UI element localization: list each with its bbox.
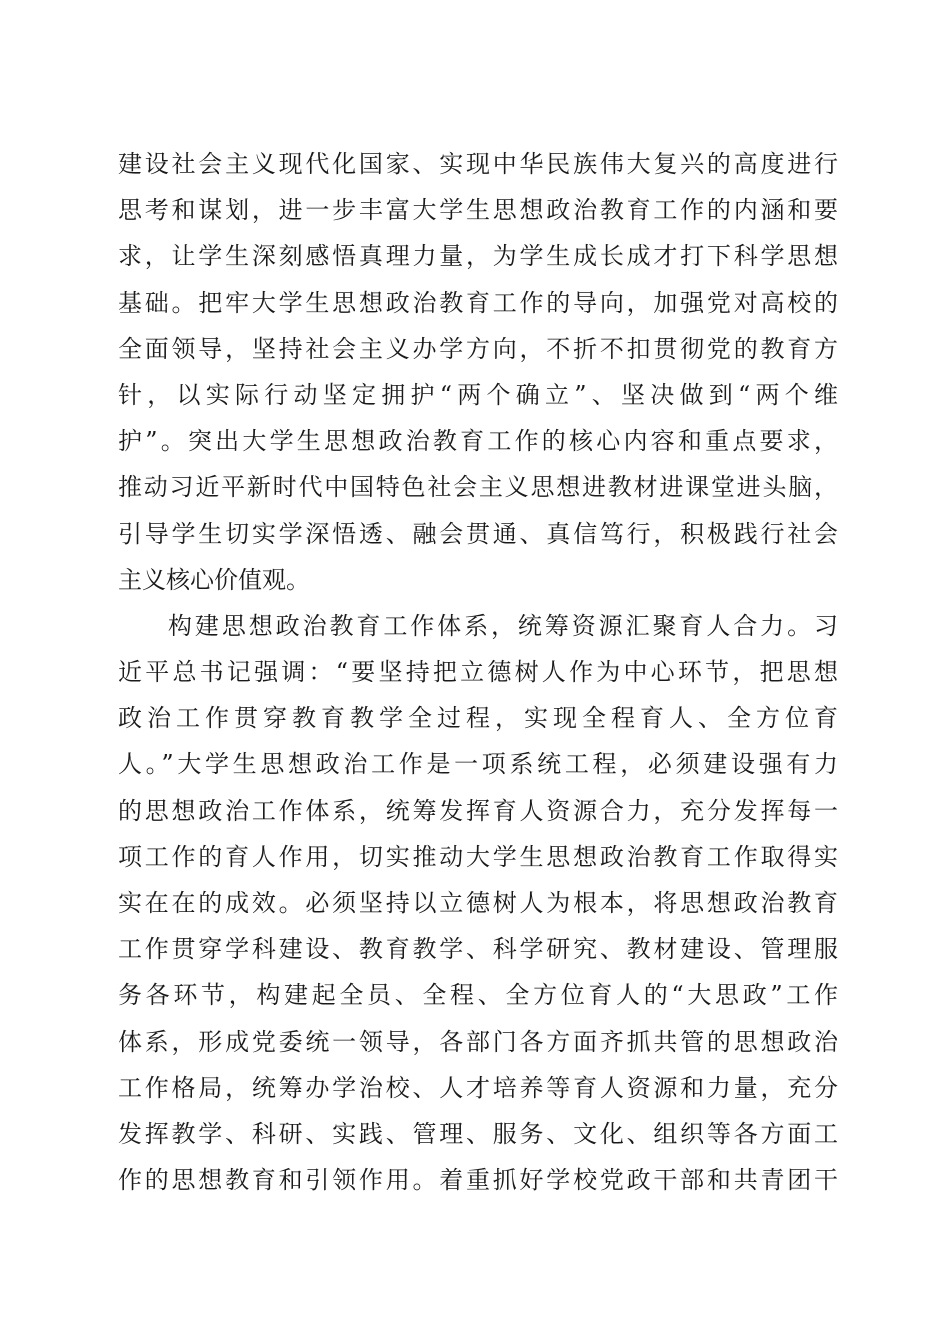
text-line: 近平总书记强调：“要坚持把立德树人作为中心环节，把思想 bbox=[118, 658, 838, 687]
text-line: 求，让学生深刻感悟真理力量，为学生成长成才打下科学思想 bbox=[118, 242, 838, 271]
text-line: 工作贯穿学科建设、教育教学、科学研究、教材建设、管理服 bbox=[118, 935, 838, 964]
paragraph-start-line: 构建思想政治教育工作体系，统筹资源汇聚育人合力。习 bbox=[168, 611, 838, 640]
text-line: 基础。把牢大学生思想政治教育工作的导向，加强党对高校的 bbox=[118, 288, 838, 317]
text-line: 人。”大学生思想政治工作是一项系统工程，必须建设强有力 bbox=[118, 750, 838, 779]
text-line: 推动习近平新时代中国特色社会主义思想进教材进课堂进头脑， bbox=[118, 473, 838, 502]
text-line: 主义核心价值观。 bbox=[118, 565, 310, 594]
text-line: 工作格局，统筹办学治校、人才培养等育人资源和力量，充分 bbox=[118, 1073, 838, 1102]
text-line: 全面领导，坚持社会主义办学方向，不折不扣贯彻党的教育方 bbox=[118, 334, 838, 363]
text-line: 建设社会主义现代化国家、实现中华民族伟大复兴的高度进行 bbox=[118, 150, 838, 178]
text-line: 思考和谋划，进一步丰富大学生思想政治教育工作的内涵和要 bbox=[118, 196, 838, 225]
text-line: 的思想政治工作体系，统筹发挥育人资源合力，充分发挥每一 bbox=[118, 796, 838, 825]
text-line: 作的思想教育和引领作用。着重抓好学校党政干部和共青团干 bbox=[118, 1166, 838, 1195]
text-line: 务各环节，构建起全员、全程、全方位育人的“大思政”工作 bbox=[118, 981, 838, 1010]
text-line: 发挥教学、科研、实践、管理、服务、文化、组织等各方面工 bbox=[118, 1119, 838, 1148]
text-line: 引导学生切实学深悟透、融会贯通、真信笃行，积极践行社会 bbox=[118, 519, 838, 548]
text-line: 护”。突出大学生思想政治教育工作的核心内容和重点要求， bbox=[118, 427, 838, 456]
text-line: 实在在的成效。必须坚持以立德树人为根本，将思想政治教育 bbox=[118, 889, 838, 917]
body-text bbox=[118, 141, 838, 1203]
text-line: 针，以实际行动坚定拥护“两个确立”、坚决做到“两个维 bbox=[118, 380, 838, 409]
text-line: 体系，形成党委统一领导，各部门各方面齐抓共管的思想政治 bbox=[118, 1027, 838, 1056]
text-line: 政治工作贯穿教育教学全过程，实现全程育人、全方位育 bbox=[118, 704, 838, 733]
text-line: 项工作的育人作用，切实推动大学生思想政治教育工作取得实 bbox=[118, 842, 838, 871]
